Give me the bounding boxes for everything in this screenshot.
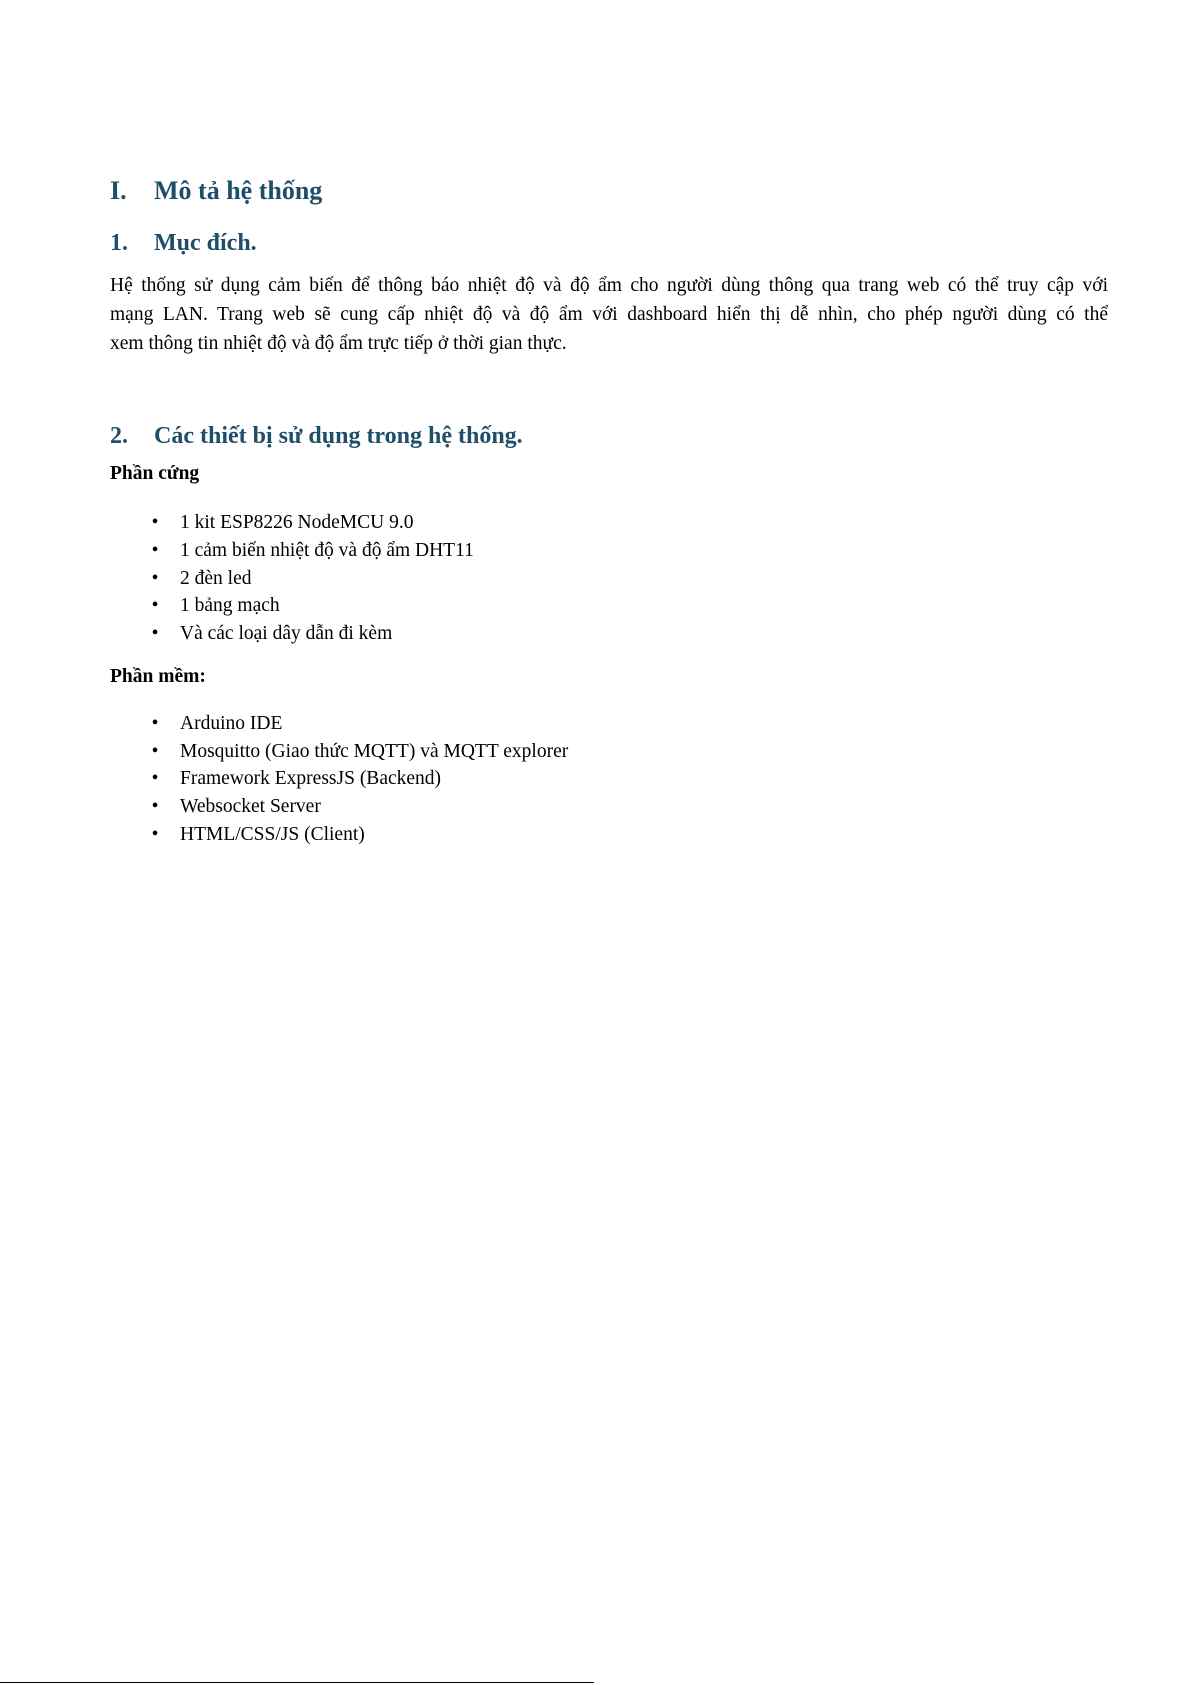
list-item	[110, 793, 568, 821]
software-item: Framework ExpressJS (Backend)	[180, 768, 442, 789]
paragraph-line: xem thông tin nhiệt độ và độ ẩm trực tiếp ở thời gian thực.	[110, 333, 567, 354]
software-label: Phần mềm:	[110, 666, 206, 687]
software-item: Arduino IDE	[180, 713, 283, 734]
bullet-icon: •	[151, 623, 159, 644]
hardware-item: 1 cảm biến nhiệt độ và độ ẩm DHT11	[180, 540, 474, 561]
paragraph-line: mạng LAN. Trang web sẽ cung cấp nhiệt độ và độ ẩm với dashboard hiển thị dễ nhìn, cho phép người dùng có thể	[110, 304, 1108, 325]
bullet-icon: •	[151, 768, 159, 789]
software-item: Mosquitto (Giao thức MQTT) và MQTT explorer	[180, 741, 569, 762]
list-item	[110, 765, 568, 793]
section-heading	[110, 174, 322, 208]
bullet-icon: •	[151, 595, 159, 616]
devices-title: Các thiết bị sử dụng trong hệ thống.	[154, 423, 523, 449]
software-item: HTML/CSS/JS (Client)	[180, 824, 365, 845]
list-item	[110, 592, 474, 620]
purpose-heading	[110, 227, 257, 259]
bullet-icon: •	[151, 713, 159, 734]
software-item: Websocket Server	[180, 796, 321, 817]
list-item	[110, 710, 568, 738]
list-item	[110, 565, 474, 592]
section-title: Mô tả hệ thống	[154, 176, 323, 205]
hardware-item: 1 bảng mạch	[180, 595, 280, 616]
devices-heading	[110, 420, 523, 452]
purpose-number: 1.	[110, 230, 128, 256]
list-item	[110, 738, 568, 765]
bullet-icon: •	[151, 540, 159, 561]
footnote-separator	[0, 1682, 594, 1683]
purpose-title: Mục đích.	[154, 230, 257, 256]
paragraph-line: Hệ thống sử dụng cảm biến để thông báo nhiệt độ và độ ẩm cho người dùng thông qua trang web có thể truy cập với	[110, 275, 1108, 296]
hardware-item: 2 đèn led	[180, 568, 252, 589]
purpose-paragraph	[110, 271, 1108, 358]
section-number: I.	[110, 176, 127, 205]
list-item	[110, 821, 568, 849]
bullet-icon: •	[151, 796, 159, 817]
hardware-item: Và các loại dây dẫn đi kèm	[180, 623, 393, 644]
bullet-icon: •	[151, 824, 159, 845]
list-item	[110, 620, 474, 648]
software-list	[110, 710, 568, 849]
hardware-label: Phần cứng	[110, 463, 200, 484]
list-item	[110, 508, 474, 537]
list-item	[110, 537, 474, 565]
bullet-icon: •	[151, 741, 159, 762]
hardware-list	[110, 508, 474, 648]
bullet-icon: •	[151, 568, 159, 589]
devices-number: 2.	[110, 423, 128, 449]
hardware-item: 1 kit ESP8226 NodeMCU 9.0	[180, 512, 414, 533]
bullet-icon: •	[151, 512, 159, 533]
